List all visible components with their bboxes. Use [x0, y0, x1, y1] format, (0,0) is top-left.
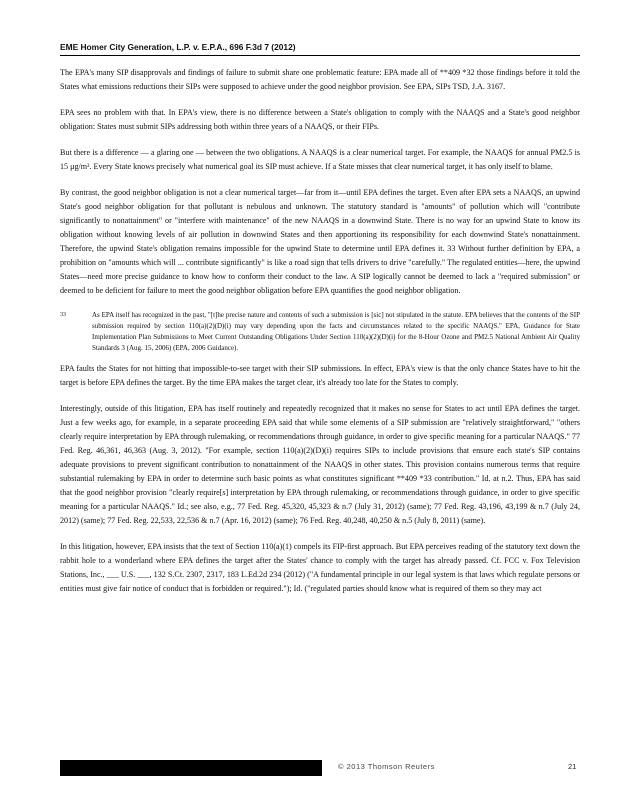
paragraph-2: EPA sees no problem with that. In EPA's view, there is no difference between a State's obligation to comply with the NAAQS and a State's good neighbor obligation: States must submit SIPs addressing both within three years of a NAAQS, or their FIPs. — [60, 108, 580, 131]
document-header: EME Homer City Generation, L.P. v. E.P.A., 696 F.3d 7 (2012) — [60, 42, 296, 52]
footer-copyright: © 2013 Thomson Reuters — [338, 762, 435, 771]
paragraph-7: In this litigation, however, EPA insists that the text of Section 110(a)(1) compels its FIP-first approach. But EPA perceives reading of the statutory text down the rabbit hole to a wonderland where EPA defines the target after the States' chance to comply with the target has already passed. Cf. FCC v. Fox Television Stations, Inc., ___ U.S. ___, 132 S.Ct. 2307, 2317, 183 L.Ed.2d 234 (2012) ("A fundamental principle in our legal system is that laws which regulate persons or entities must give fair notice of conduct that is forbidden or required."); Id. ("regulated parties should know what is required of them so they may act — [60, 542, 580, 593]
paragraph-1: The EPA's many SIP disapprovals and findings of failure to submit share one problematic feature: EPA made all of **409 *32 those findings before it told the States what emissions reductions their SIPs were supposed to achieve under the good neighbor provision. See EPA, SIPs TSD, J.A. 3167. — [60, 68, 580, 91]
footnote-number: 33 — [60, 312, 66, 318]
footer-redaction-bar — [60, 760, 322, 776]
page-number: 21 — [568, 762, 577, 771]
footnote-text: As EPA itself has recognized in the past, "[t]he precise nature and contents of such a submission is [sic] not stipulated in the statute. EPA believes that the contents of the SIP submission required by section 110(a)(2)(D)(i) may vary depending upon the facts and circumstances related to the specific NAAQS." EPA, Guidance for State Implementation Plan Submissions to Meet Current Outstanding Obligations Under Section 110(a)(2)(D)(i) for the 8-Hour Ozone and PM2.5 National Ambient Air Quality Standards 3 (Aug. 15, 2006) (EPA, 2006 Guidance). — [92, 311, 580, 352]
paragraph-6: Interestingly, outside of this litigation, EPA has itself routinely and repeatedly recognized that it makes no sense for States to act until EPA defines the target. Just a few weeks ago, for example, in a separate proceeding EPA said that while some elements of a SIP submission are "relatively straightforward," "others clearly require interpretation by EPA through rulemaking, or recommendations through guidance, in order to give specific meaning for a particular NAAQS." 77 Fed. Reg. 46,361, 46,363 (Aug. 3, 2012). "For example, section 110(a)(2)(D)(i) requires SIPs to include provisions that ensure each state's SIP contains adequate provisions to prevent significant contribution to nonattainment of the NAAQS in other states. This provision contains numerous terms that require substantial rulemaking by EPA in order to determine such basic points as what constitutes significant **409 *33 contribution." Id. at n.2. Thus, EPA has said that the good neighbor provision "clearly require[s] interpretation by EPA through rulemaking, or recommendations through guidance, in order to give specific meaning for a particular NAAQS." Id.; see also, e.g., 77 Fed. Reg. 45,320, 45,323 & n.7 (July 31, 2012) (same); 77 Fed. Reg. 43,196, 43,199 & n.7 (July 24, 2012) (same); 77 Fed. Reg. 22,533, 22,536 & n.7 (Apr. 16, 2012) (same); 76 Fed. Reg. 40,248, 40,250 & n.5 (July 8, 2011) (same). — [60, 404, 580, 525]
paragraph-5: EPA faults the States for not hitting that impossible-to-see target with their SIP submissions. In effect, EPA's view is that the only chance States have to hit the target is before EPA defines the target. By the time EPA makes the target clear, it's already too late for the States to comply. — [60, 364, 580, 387]
header-rule — [60, 55, 580, 56]
document-body — [60, 66, 580, 608]
footnote-33 — [60, 310, 580, 354]
paragraph-3: But there is a difference — a glaring one — between the two obligations. A NAAQS is a clear numerical target. For example, the NAAQS for annual PM2.5 is 15 μg/m³. Every State knows precisely what numerical goal its SIP must achieve. If a State misses that clear numerical target, it has only itself to blame. — [60, 148, 580, 171]
paragraph-4: By contrast, the good neighbor obligation is not a clear numerical target—far from it—until EPA defines the target. Even after EPA sets a NAAQS, an upwind State's good neighbor obligation for that pollutant is nebulous and unknown. The statutory standard is "amounts" of pollution which will "contribute significantly to nonattainment" or "interfere with maintenance" of the new NAAQS in a downwind State. There is no way for an upwind State to know its obligation without knowing levels of air pollution in downwind States and then apportioning its responsibility for each downwind State's nonattainment. Therefore, the upwind State's obligation remains impossible for the upwind State to determine until EPA defines it. 33 Without further definition by EPA, a prohibition on "amounts which will ... contribute significantly" is like a road sign that tells drivers to drive "carefully." The regulated entities—here, the upwind States—need more precise guidance to know how to conform their conduct to the law. A SIP logically cannot be deemed to lack a "required submission" or deemed to be deficient for failure to meet the good neighbor obligation before EPA quantifies the good neighbor obligation. — [60, 188, 580, 295]
